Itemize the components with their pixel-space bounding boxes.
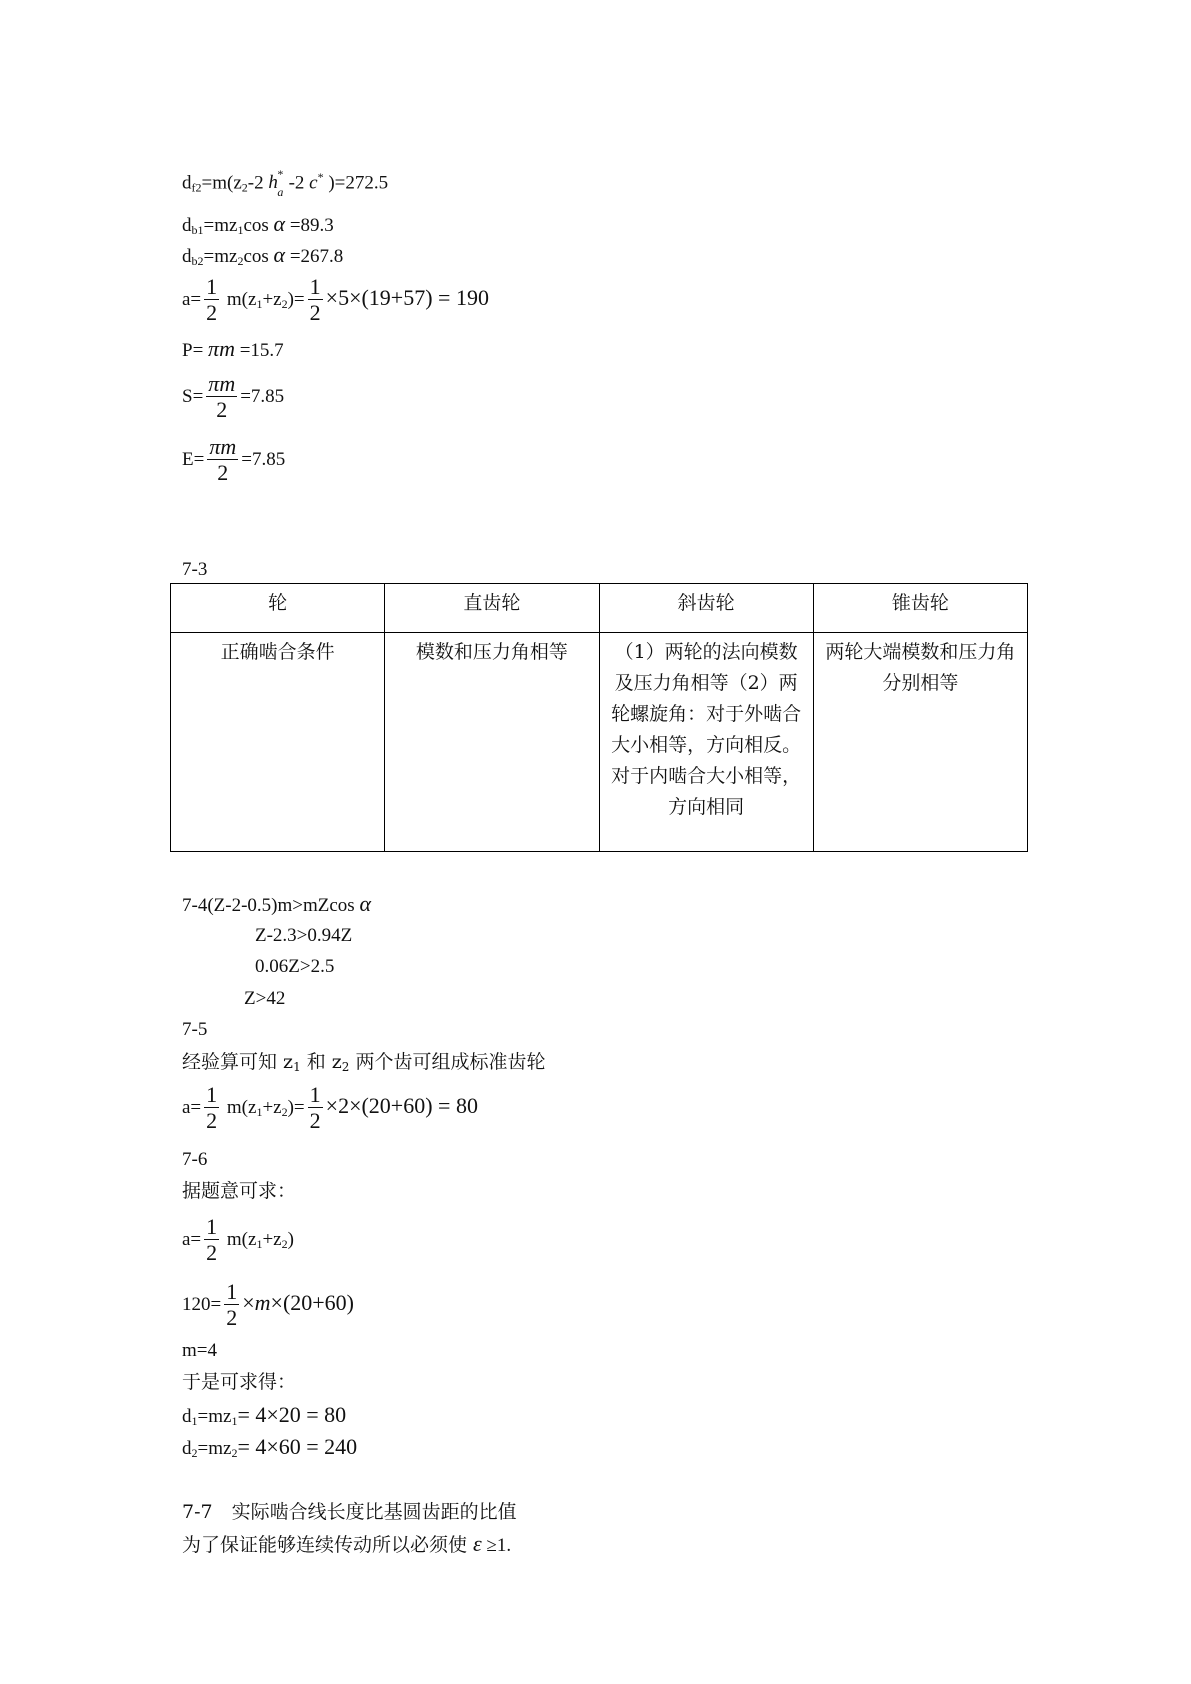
section-7-6-formula-a: a= $\frac{1}{2}$ $m(z_1+z_2)$ (182, 1214, 294, 1265)
table-header-cell: 斜齿轮 (599, 584, 813, 633)
section-7-6-d2: $d_2=mz_2= 4\times 60 = 240$ (182, 1434, 358, 1460)
section-7-7-line2: 为了保证能够连续传动所以必须使 ε ≥1. (182, 1531, 512, 1556)
section-7-4-line3: 0.06Z>2.5 (255, 956, 335, 977)
formula-df2: $d_{f2}=m(z_2-2$ h * a -2 c* )=272.5 (182, 167, 389, 200)
table-row (171, 633, 1028, 852)
table-cell: 两轮大端模数和压力角分别相等 (813, 633, 1027, 852)
section-7-6-m-result: m=4 (182, 1340, 217, 1361)
section-7-4-line4: Z>42 (244, 988, 286, 1009)
table-row-label: 正确啮合条件 (171, 633, 385, 852)
table-header-cell: 直齿轮 (385, 584, 599, 633)
section-7-5-title: 7-5 (182, 1019, 208, 1040)
meshing-conditions-table (170, 583, 1028, 852)
section-7-5-formula: a= $\frac{1}{2}$ $m(z_1+z_2)=$ $\frac{1}{2}$ ×2×(20+60) = 80 (182, 1082, 478, 1133)
table-header-cell: 锥齿轮 (813, 584, 1027, 633)
formula-space-width: E= $\frac{\pi m}{2}$ =7.85 (182, 434, 286, 485)
section-7-6-formula-120: 120= $\frac{1}{2}$ ×m×(20+60) (182, 1279, 354, 1330)
section-7-3-title: 7-3 (182, 559, 208, 580)
formula-db2: $d_{b2}=mz_2\cos$ α =267.8 (182, 242, 344, 268)
section-7-7-line1: 7-7 实际啮合线长度比基圆齿距的比值 (182, 1501, 517, 1523)
table-header-row (171, 584, 1028, 633)
table-cell: （1）两轮的法向模数及压力角相等（2）两轮螺旋角：对于外啮合大小相等，方向相反。对于内啮合大小相等，方向相同 (599, 633, 813, 852)
section-7-6-d1: $d_1=mz_1= 4\times 20 = 80$ (182, 1402, 347, 1428)
table-cell: 模数和压力角相等 (385, 633, 599, 852)
section-7-5-text: 经验算可知 $z_1$ 和 $z_2$ 两个齿可组成标准齿轮 (182, 1051, 546, 1074)
formula-center-distance: a= $\frac{1}{2}$ $m(z_1+z_2)=$ $\frac{1}{2}$ ×5×(19+57) = 190 (182, 274, 489, 325)
section-7-6-title: 7-6 (182, 1149, 208, 1170)
section-7-4-line1: 7-4(Z-2-0.5)m>mZcos α (182, 891, 372, 916)
section-7-6-then: 于是可求得： (182, 1371, 297, 1393)
table-header-cell: 轮 (171, 584, 385, 633)
section-7-6-intro: 据题意可求： (182, 1180, 297, 1202)
formula-tooth-thickness: S= $\frac{\pi m}{2}$ =7.85 (182, 371, 285, 422)
formula-db1: $d_{b1}=mz_1\cos$ α =89.3 (182, 211, 334, 237)
formula-pitch: P= πm =15.7 (182, 336, 284, 361)
section-7-4-line2: Z-2.3>0.94Z (255, 925, 353, 946)
